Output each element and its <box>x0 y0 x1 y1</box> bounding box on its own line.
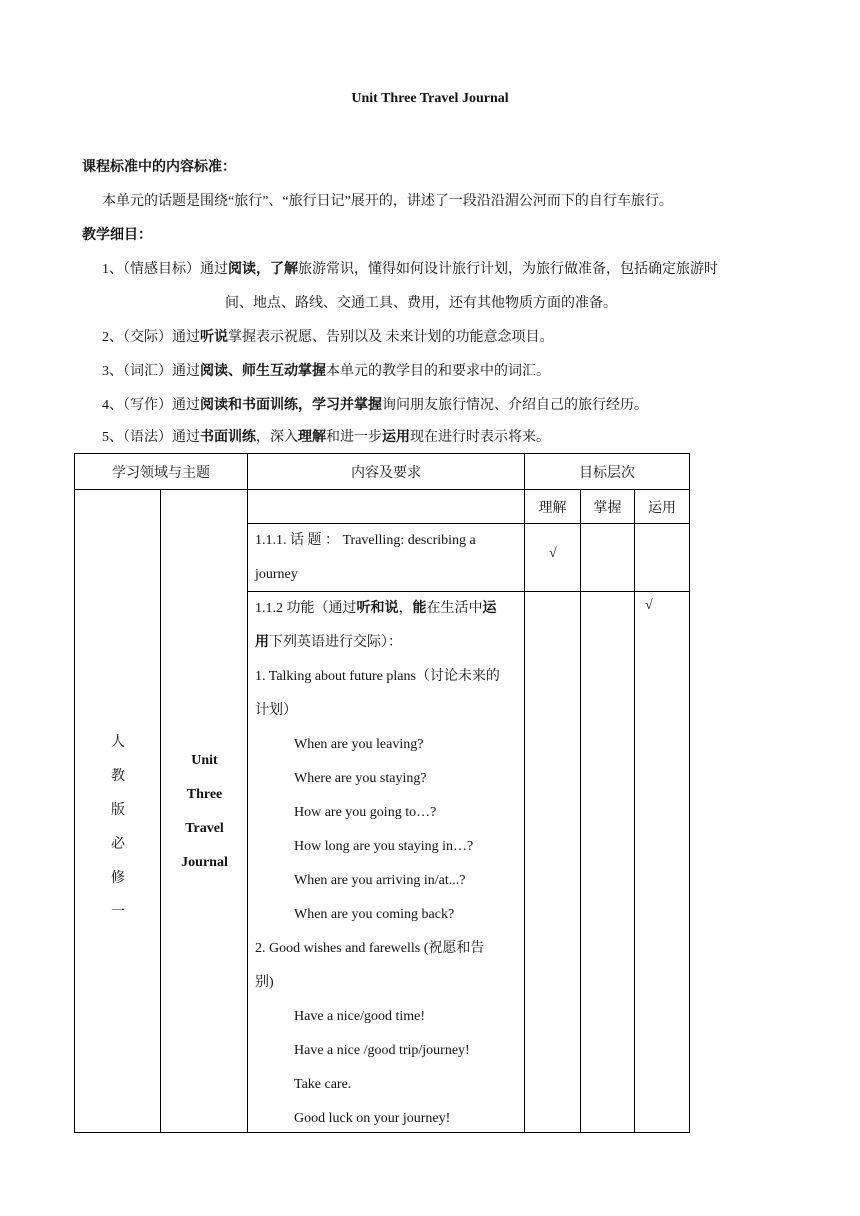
table-row: 1.1.1. 话 题 ： Travelling: describing a journey <box>248 524 525 592</box>
header-domain: 学习领域与主题 <box>75 454 248 490</box>
level-understand: 理解 <box>525 490 581 524</box>
row1-apply-cell <box>635 524 689 592</box>
row1-understand-cell <box>525 524 581 592</box>
row2-apply-cell <box>635 592 689 1132</box>
list-item-continuation: 间、地点、路线、交通工具、费用，还有其他物质方面的准备。 <box>225 296 617 311</box>
table-row: 1.1.2 功能（通过听和说，能在生活中运 用下列英语进行交际）： 1. Talking about future plans（讨论未来的 计划） When are you leaving? Where are you staying? How are you going to…? How long are you staying in…? When are you arriving in/at...? When are you coming back? 2. Good wishes and farewells (祝愿和告 别) Have a nice/good time! Have a nice /good trip/journey! Take care. Good luck on your journey! <box>248 592 525 1132</box>
list-item: 4、（写作）通过阅读和书面训练，学习并掌握询问朋友旅行情况、介绍自己的旅行经历。 <box>102 398 648 413</box>
list-item: 3、（词汇）通过阅读、师生互动掌握本单元的教学目的和要求中的词汇。 <box>102 364 550 379</box>
subheader-empty <box>248 490 525 524</box>
row1-master-cell <box>581 524 635 592</box>
check-mark: √ <box>549 546 557 561</box>
page-title: Unit Three Travel Journal <box>351 91 509 106</box>
standards-paragraph: 本单元的话题是围绕“旅行”、“旅行日记”展开的，讲述了一段沿沿湄公河而下的自行车旅行。 <box>102 194 673 209</box>
textbook-label: 人 教 版 必 修 一 <box>111 735 125 920</box>
unit-label: Unit Three Travel Journal <box>181 753 228 870</box>
level-apply: 运用 <box>635 490 689 524</box>
level-master: 掌握 <box>581 490 635 524</box>
row2-understand-cell <box>525 592 581 1132</box>
header-content: 内容及要求 <box>248 454 525 490</box>
header-level: 目标层次 <box>525 454 689 490</box>
section-heading-details: 教学细目： <box>82 228 152 243</box>
row2-master-cell <box>581 592 635 1132</box>
check-mark: √ <box>645 598 653 613</box>
list-item: 2、（交际）通过听说掌握表示祝愿、告别以及 未来计划的功能意念项目。 <box>102 330 554 345</box>
section-heading-standards: 课程标准中的内容标准： <box>82 160 236 175</box>
objectives-table <box>74 453 690 1133</box>
list-item: 1、（情感目标）通过阅读，了解旅游常识，懂得如何设计旅行计划，为旅行做准备，包括确定旅游时 <box>102 262 718 277</box>
list-item: 5、（语法）通过书面训练，深入理解和进一步运用现在进行时表示将来。 <box>102 430 550 445</box>
